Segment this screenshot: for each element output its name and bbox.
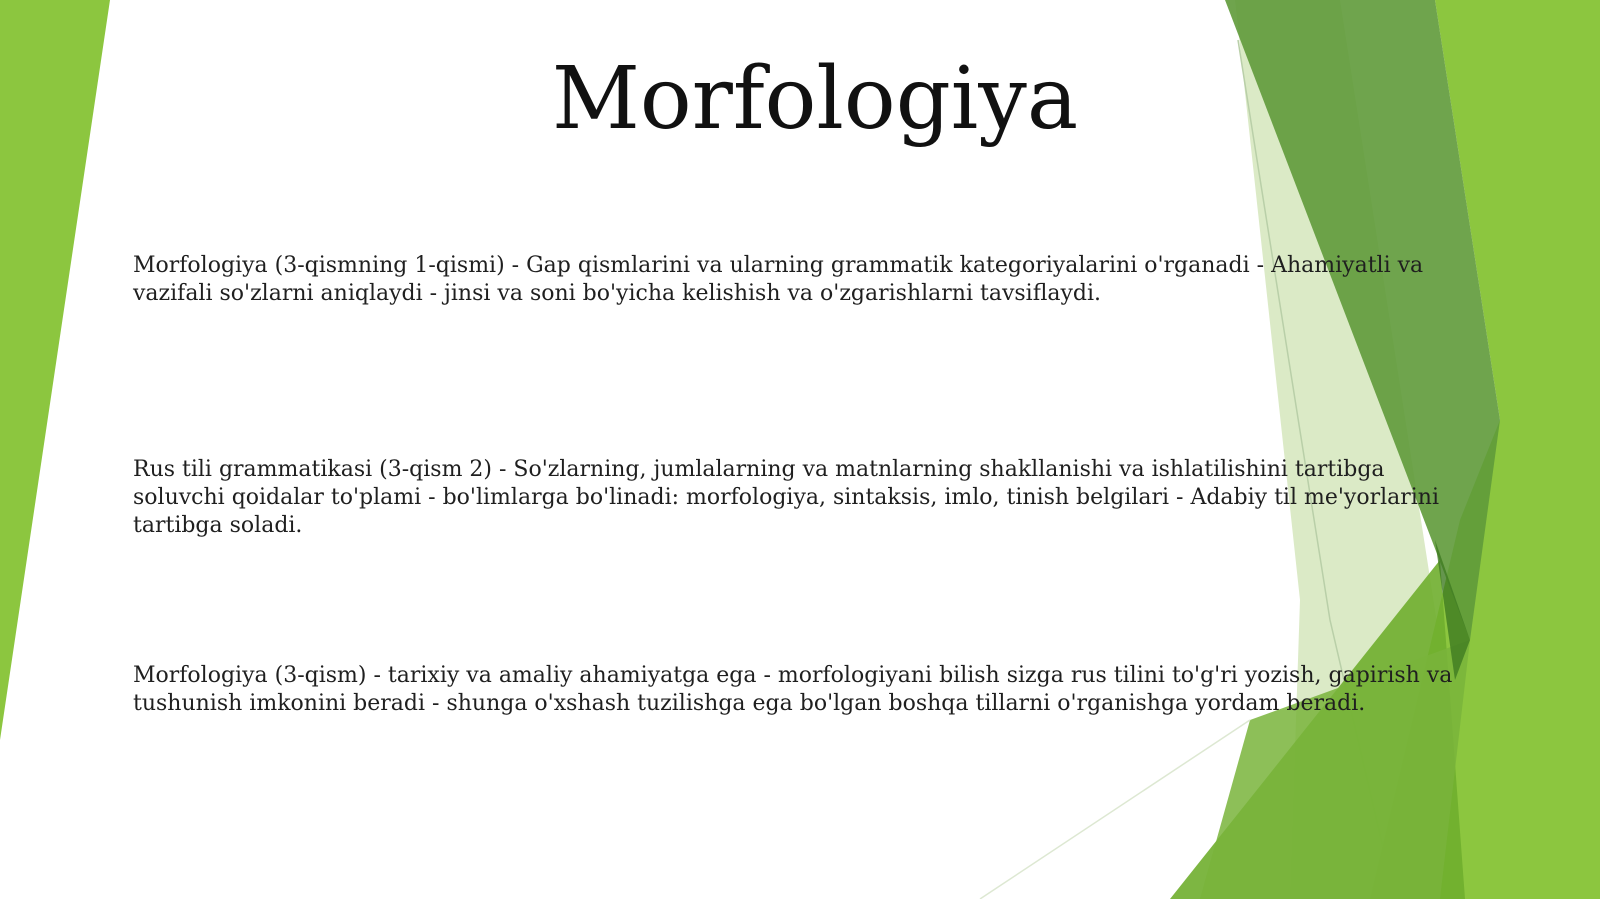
paragraph-3: Morfologiya (3-qism) - tarixiy va amaliy ahamiyatga ega - morfologiyani bilish sizga rus tilini to'g'ri yozish, gapirish va tushunish imkonini beradi - shunga o'xshash tuzilishga ega bo'lgan boshqa tillarni o'rganishga yordam beradi. [133,663,1453,716]
paragraph-1: Morfologiya (3-qismning 1-qismi) - Gap qismlarini va ularning grammatik kategoriyalarini o'rganadi - Ahamiyatli va vazifali so'zlarni aniqlaydi - jinsi va soni bo'yicha kelishish va o'zgarishlarni tavsiflaydi. [133,253,1424,306]
left-green-facet [0,0,110,740]
paragraph-2: Rus tili grammatikasi (3-qism 2) - So'zlarning, jumlalarning va matnlarning shakllanishi va ishlatilishini tartibga soluvchi qoidalar to'plami - bo'limlarga bo'linadi: morfologiya, sintaksis, imlo, tinish belgilari - Adabiy til me'yorlarini tartibga soladi. [133,457,1440,538]
slide-title: Morfologiya [551,49,1079,149]
